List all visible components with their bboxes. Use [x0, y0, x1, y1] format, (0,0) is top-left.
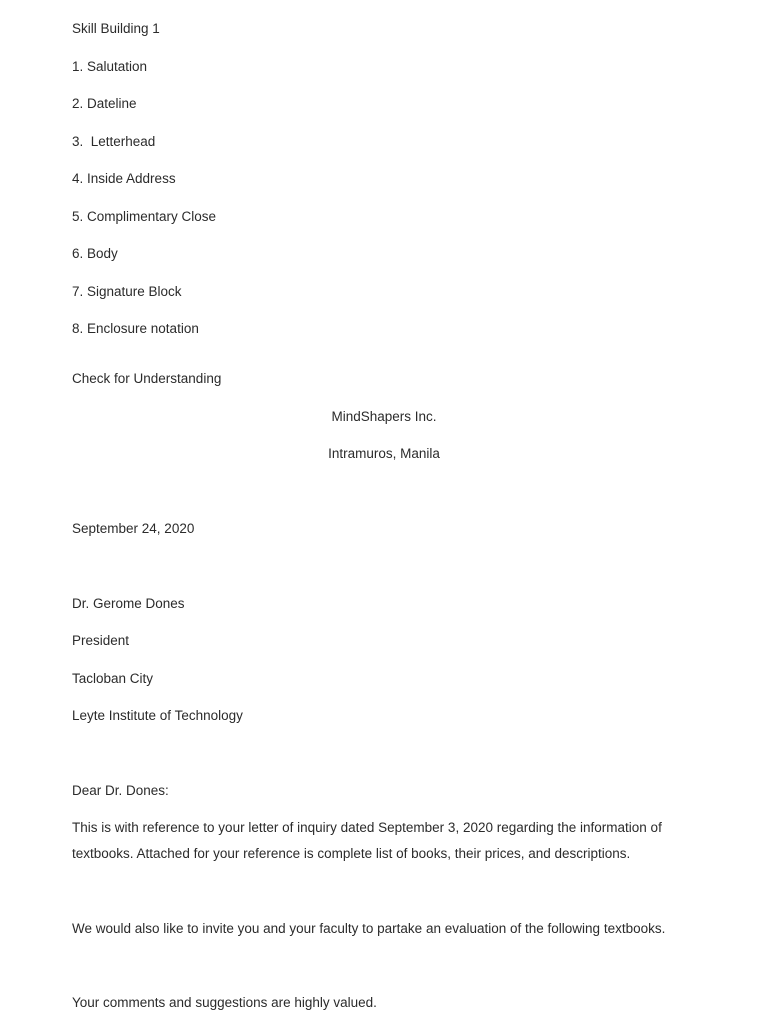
list-item-inside-address: 4. Inside Address: [72, 171, 176, 186]
inside-address-city: Tacloban City: [72, 671, 154, 686]
section-title: Check for Understanding: [72, 371, 222, 386]
letter-salutation: Dear Dr. Dones:: [72, 783, 169, 798]
page-heading: Skill Building 1: [72, 21, 160, 36]
letterhead-name: MindShapers Inc.: [331, 409, 437, 424]
list-item-salutation: 1. Salutation: [72, 59, 148, 74]
inside-address-institution: Leyte Institute of Technology: [72, 708, 243, 723]
body-paragraph-3: Your comments and suggestions are highly valued.: [72, 995, 377, 1010]
body-paragraph-1-line-2: textbooks. Attached for your reference is complete list of books, their prices, and descriptions.: [72, 846, 631, 861]
body-paragraph-2: We would also like to invite you and your faculty to partake an evaluation of the following textbooks.: [72, 921, 666, 936]
list-item-dateline: 2. Dateline: [72, 96, 137, 111]
list-item-body: 6. Body: [72, 246, 118, 261]
list-item-complimentary-close: 5. Complimentary Close: [72, 209, 217, 224]
inside-address-title: President: [72, 633, 130, 648]
inside-address-name: Dr. Gerome Dones: [72, 596, 185, 611]
list-item-letterhead: 3. Letterhead: [72, 134, 156, 149]
list-item-signature-block: 7. Signature Block: [72, 284, 182, 299]
letter-date: September 24, 2020: [72, 521, 195, 536]
list-item-enclosure-notation: 8. Enclosure notation: [72, 321, 199, 336]
body-paragraph-1-line-1: This is with reference to your letter of inquiry dated September 3, 2020 regarding the information of: [72, 820, 662, 835]
letterhead-location: Intramuros, Manila: [328, 446, 440, 461]
